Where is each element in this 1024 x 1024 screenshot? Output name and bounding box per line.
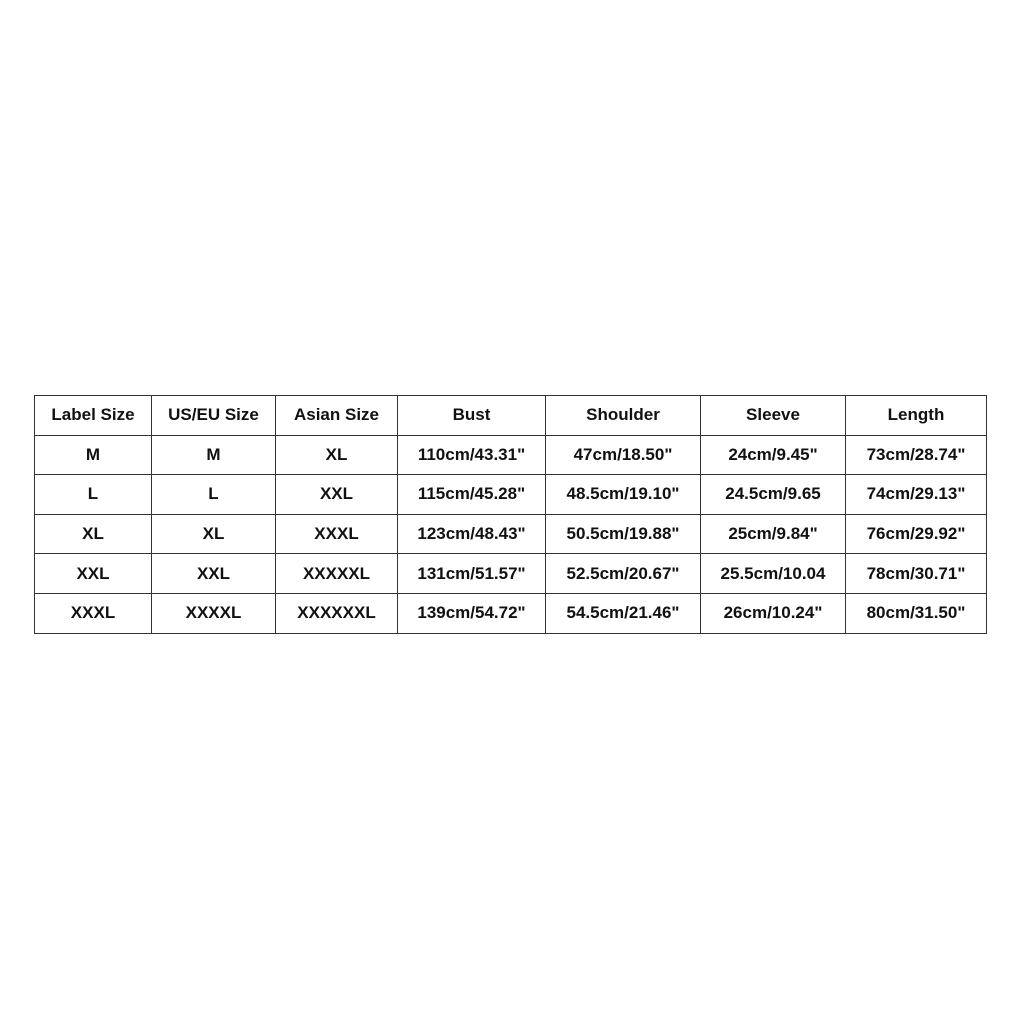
cell-sleeve: 26cm/10.24" [701,593,846,633]
header-length: Length [846,396,987,436]
header-us-eu-size: US/EU Size [152,396,276,436]
header-bust: Bust [398,396,546,436]
cell-length: 80cm/31.50" [846,593,987,633]
cell-length: 78cm/30.71" [846,554,987,594]
cell-bust: 131cm/51.57" [398,554,546,594]
cell-label-size: XL [35,514,152,554]
header-label-size: Label Size [35,396,152,436]
cell-shoulder: 54.5cm/21.46" [546,593,701,633]
cell-asian-size: XXXXXL [276,554,398,594]
table-row [35,435,987,475]
cell-bust: 139cm/54.72" [398,593,546,633]
cell-asian-size: XXL [276,475,398,515]
cell-us-eu-size: M [152,435,276,475]
cell-shoulder: 50.5cm/19.88" [546,514,701,554]
cell-length: 73cm/28.74" [846,435,987,475]
cell-length: 76cm/29.92" [846,514,987,554]
cell-bust: 123cm/48.43" [398,514,546,554]
cell-label-size: XXL [35,554,152,594]
cell-us-eu-size: L [152,475,276,515]
cell-bust: 115cm/45.28" [398,475,546,515]
size-chart-table [34,395,987,634]
cell-us-eu-size: XL [152,514,276,554]
header-shoulder: Shoulder [546,396,701,436]
cell-bust: 110cm/43.31" [398,435,546,475]
cell-asian-size: XXXL [276,514,398,554]
cell-sleeve: 24cm/9.45" [701,435,846,475]
cell-sleeve: 25.5cm/10.04 [701,554,846,594]
cell-sleeve: 25cm/9.84" [701,514,846,554]
table-header-row [35,396,987,436]
cell-us-eu-size: XXL [152,554,276,594]
cell-asian-size: XL [276,435,398,475]
cell-label-size: L [35,475,152,515]
cell-sleeve: 24.5cm/9.65 [701,475,846,515]
header-sleeve: Sleeve [701,396,846,436]
cell-shoulder: 52.5cm/20.67" [546,554,701,594]
table-row [35,593,987,633]
header-asian-size: Asian Size [276,396,398,436]
cell-label-size: XXXL [35,593,152,633]
table-row [35,554,987,594]
table-row [35,475,987,515]
table-row [35,514,987,554]
cell-asian-size: XXXXXXL [276,593,398,633]
cell-shoulder: 47cm/18.50" [546,435,701,475]
cell-length: 74cm/29.13" [846,475,987,515]
cell-shoulder: 48.5cm/19.10" [546,475,701,515]
cell-us-eu-size: XXXXL [152,593,276,633]
cell-label-size: M [35,435,152,475]
